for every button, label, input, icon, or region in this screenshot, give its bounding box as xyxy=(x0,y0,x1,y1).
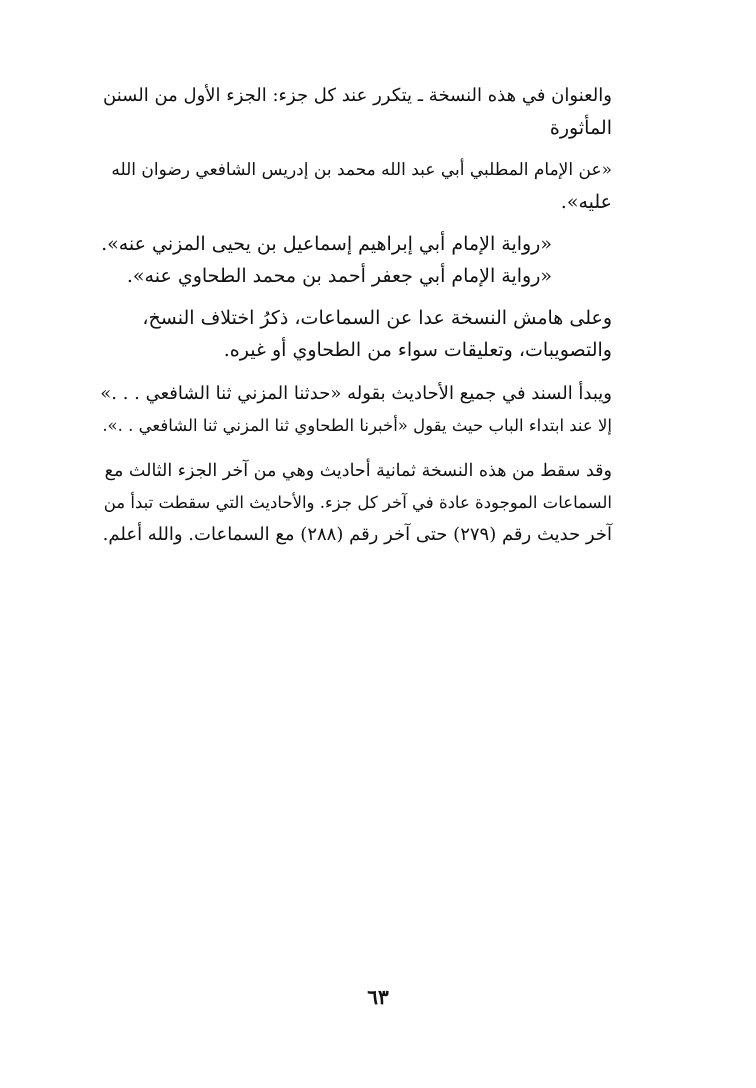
text-line: والعنوان في هذه النسخة ـ يتكرر عند كل جزء: الجزء الأول من السنن xyxy=(103,85,612,106)
text-line: وعلى هامش النسخة عدا عن السماعات، ذكرُ اختلاف النسخ، xyxy=(142,307,612,329)
text-line: وقد سقط من هذه النسخة ثمانية أحاديث وهي من آخر الجزء الثالث مع xyxy=(104,461,612,481)
paragraph-margin-note xyxy=(100,302,612,366)
text-line: «عن الإمام المطلبي أبي عبد الله محمد بن إدريس الشافعي رضوان الله xyxy=(111,160,612,180)
text-line: السماعات الموجودة عادة في آخر كل جزء. والأحاديث التي سقطت تبدأ من xyxy=(103,493,612,512)
text-line: إلا عند ابتداء الباب حيث يقول «أخبرنا الطحاوي ثنا المزني ثنا الشافعي . .». xyxy=(102,416,612,435)
paragraph-title-note xyxy=(100,80,612,144)
paragraph-riwaya xyxy=(100,228,612,292)
page-number: ٦٣ xyxy=(367,985,389,1009)
paragraph-isnad xyxy=(100,378,612,442)
text-line: ويبدأ السند في جميع الأحاديث بقوله «حدثنا المزني ثنا الشافعي . . .» xyxy=(100,383,612,404)
text-line: عليه». xyxy=(560,191,612,213)
paragraph-attribution xyxy=(100,154,612,218)
text-line: والتصويبات، وتعليقات سواء من الطحاوي أو غيره. xyxy=(223,339,612,361)
text-line: «رواية الإمام أبي جعفر أحمد بن محمد الطحاوي عنه». xyxy=(126,265,552,287)
paragraph-missing xyxy=(100,455,612,551)
text-line: آخر حديث رقم (٢٧٩) حتى آخر رقم (٢٨٨) مع السماعات. والله أعلم. xyxy=(102,524,612,545)
text-line: «رواية الإمام أبي إبراهيم إسماعيل بن يحيى المزني عنه». xyxy=(101,233,552,255)
text-line: المأثورة xyxy=(549,117,612,139)
